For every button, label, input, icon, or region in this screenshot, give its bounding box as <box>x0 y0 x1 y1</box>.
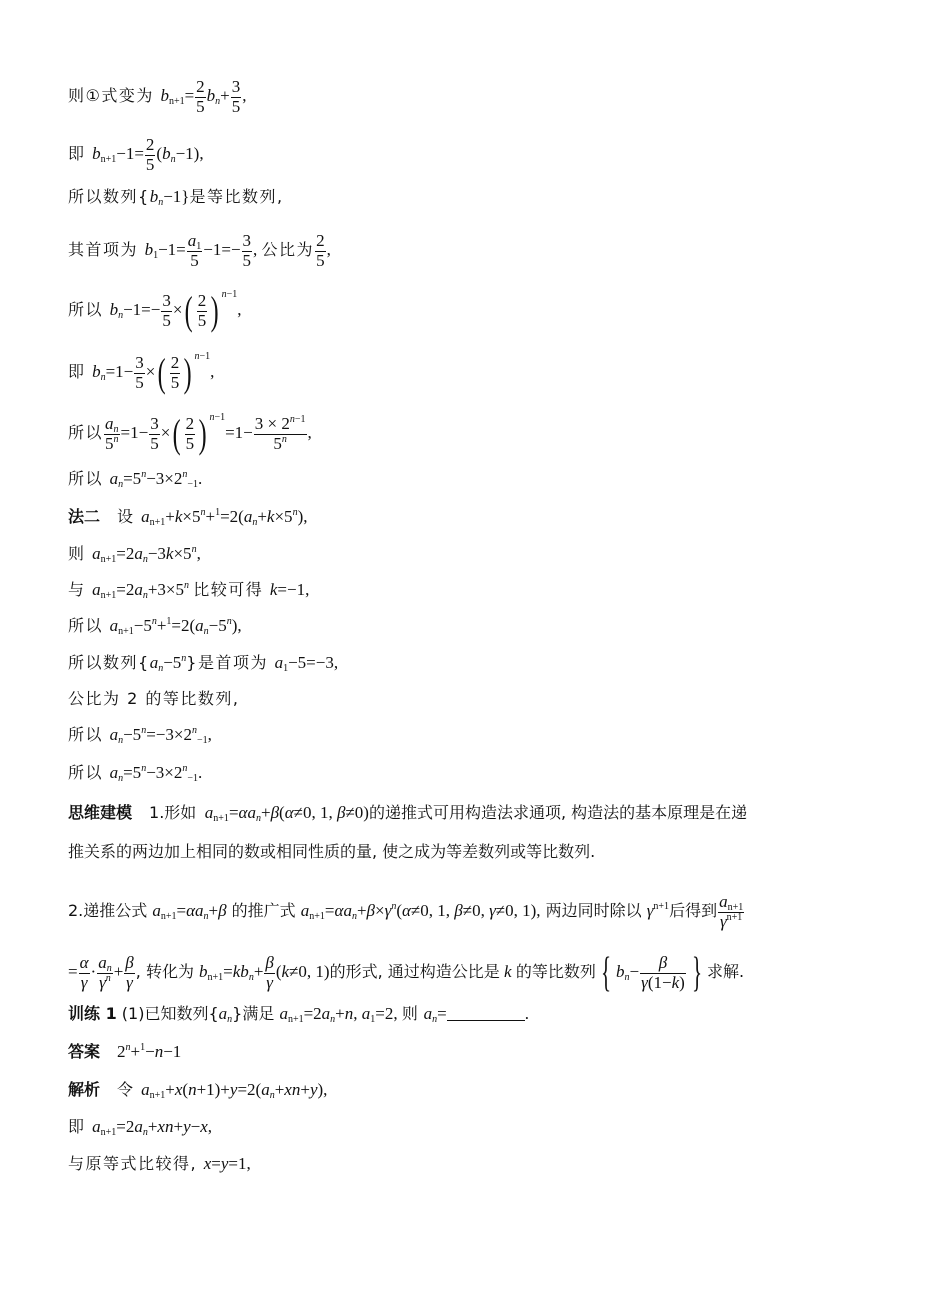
line-9: 法二 设 $a_{n+1}+k\times 5^n+^1=2(a_n+k\times 5^n)$, <box>68 507 308 528</box>
line-24: 即 $a_{n+1}=2a_n+xn+y-x$, <box>68 1117 212 1138</box>
line-15: 所以 $a_n-5^n=-3\times 2^n_{-1}$, <box>68 725 212 746</box>
line-7: 所以 $\frac{a_n}{5^n}$ =1− $\frac{3}{5}$ ×( $\frac{2}{5}$ ) $^{n-1}$=1− $\frac{3 \times 2^{n-1}}{5^n}$ , <box>68 411 312 457</box>
line-2: 即 $b_{n+1}-1=$ $\frac{2}{5}$ $(b_n-1)$, <box>68 135 204 174</box>
line-11: 与 $a_{n+1}=2a_n+3\times 5^n$ 比较可得 k=−1, <box>68 580 310 601</box>
method-two-title: 法二 <box>68 507 101 526</box>
line-5: 所以 $b_n-1=-$ $\frac{3}{5}$ ×( $\frac{2}{5}$ ) $^{n-1}$, <box>68 288 242 334</box>
line-10: 则 $a_{n+1}=2a_n-3k\times 5^n$, <box>68 544 201 565</box>
line-19: 2.递推公式 $a_{n+1}=\alpha a_n+\beta$ 的推广式 $a_{n+1}=\alpha a_n+\beta\times\gamma^n(\alpha\ne 0$, 1, β≠0, γ≠0, 1), 两边同时除以 $\gamma^{n+1}$后得到 $\frac{a_{n+1}}{\gamma^{n+1}}$ <box>68 892 744 931</box>
line-4: 其首项为 $b_1-1=$ $\frac{a_1}{5}$ −1=− $\frac{3}{5}$ , 公比为 $\frac{2}{5}$ , <box>68 231 331 270</box>
line-1: 则①式变为 $b_{n+1}=$ $\frac{2}{5}$ $b_n+$ $\frac{3}{5}$ , <box>68 77 247 116</box>
line-14: 公比为 2 的等比数列, <box>68 689 240 708</box>
line-8: 所以 $a_n=5^n-3\times 2^n_{-1}$. <box>68 469 203 490</box>
line-16: 所以 $a_n=5^n-3\times 2^n_{-1}$. <box>68 763 203 784</box>
line-18: 推关系的两边加上相同的数或相同性质的量, 使之成为等差数列或等比数列. <box>68 842 596 861</box>
analysis-title: 解析 <box>68 1080 101 1099</box>
line-22: 答案 $2^n+^1-n-1$ <box>68 1042 182 1061</box>
line-23: 解析 令 $a_{n+1}+x(n+1)+y=2(a_n+xn+y)$, <box>68 1080 328 1101</box>
line-13: 所以数列$\{a_n-5^n\}$是首项为 $a_1-5=-3$, <box>68 653 339 674</box>
line-12: 所以 $a_{n+1}-5^n+^1=2(a_n-5^n)$, <box>68 616 242 637</box>
line-6: 即 $b_n=1-$ $\frac{3}{5}$ ×( $\frac{2}{5}$ ) $^{n-1}$, <box>68 350 215 396</box>
line-3: 所以数列$\{b_n-1\}$是等比数列, <box>68 187 284 208</box>
answer-title: 答案 <box>68 1042 101 1061</box>
line-25: 与原等式比较得, x=y=1, <box>68 1154 251 1173</box>
line-21: 训练 1 (1)已知数列$\{a_n\}$满足 $a_{n+1}=2a_n+n$, $a_1=2$, 则 $a_n=$ . <box>68 1004 529 1025</box>
answer-blank <box>447 1019 525 1021</box>
line-20: = $\frac{\alpha}{\gamma}$ · $\frac{a_n}{\gamma^n}$ + $\frac{\beta}{\gamma}$ , 转化为 $b_{n+1}=kb_n+$ $\frac{\beta}{\gamma}$ (k≠0, 1)的形式, 通过构造公比是 k 的等比数列 { $b_n-$ $\frac{\beta}{\gamma(1-k)}$ } 求解. <box>68 950 745 996</box>
model-title: 思维建模 <box>68 803 133 822</box>
training-title: 训练 1 <box>68 1004 117 1023</box>
line-17: 思维建模 1.形如 $a_{n+1}=\alpha a_n+\beta(\alpha\ne 0$, 1, β≠0)的递推式可用构造法求通项, 构造法的基本原理是在递 <box>68 803 748 824</box>
